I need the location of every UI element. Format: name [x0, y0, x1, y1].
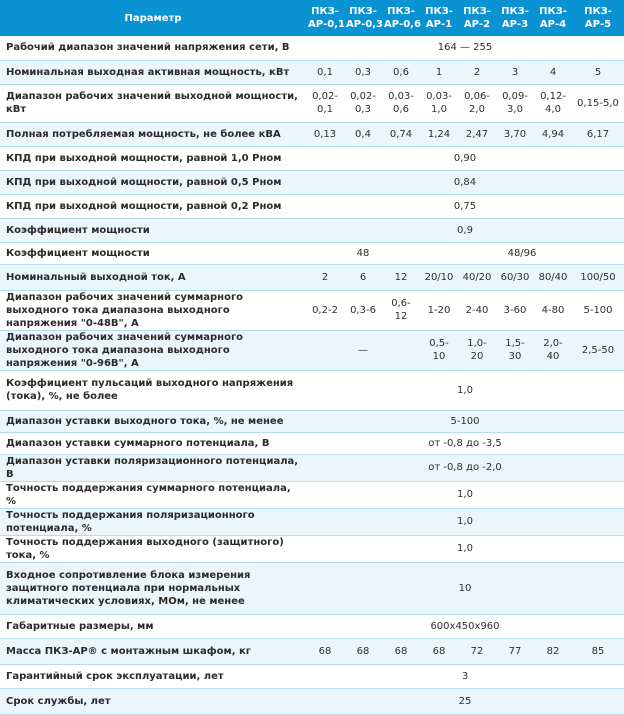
table-row: [0, 481, 624, 508]
model-column-header: ПКЗ-АР-0,6: [382, 0, 420, 36]
table-header-row: [0, 0, 624, 36]
table-row: [0, 122, 624, 146]
parameter-value: 0,03-1,0: [420, 84, 458, 122]
param-column-header: Параметр: [0, 0, 306, 36]
parameter-name: Коэффициент мощности: [0, 218, 306, 242]
parameter-value: 0,6: [382, 60, 420, 84]
parameter-value: 0,3: [344, 60, 382, 84]
model-column-header: ПКЗ-АР-1: [420, 0, 458, 36]
parameter-value: 100/50: [572, 264, 624, 290]
parameter-value: 0,9: [306, 218, 624, 242]
table-row: [0, 664, 624, 688]
parameter-name: Диапазон уставки выходного тока, %, не менее: [0, 410, 306, 432]
table-row: [0, 218, 624, 242]
parameter-name: Диапазон рабочих значений суммарного выходного тока диапазона выходного напряжения "0-48В", А: [0, 290, 306, 330]
parameter-value: 0,13: [306, 122, 344, 146]
table-row: [0, 170, 624, 194]
model-column-header: ПКЗ-АР-4: [534, 0, 572, 36]
parameter-value: 1,0: [306, 370, 624, 410]
parameter-name: Номинальный выходной ток, А: [0, 264, 306, 290]
parameter-value: 0,74: [382, 122, 420, 146]
parameter-value: 68: [344, 638, 382, 664]
table-row: [0, 146, 624, 170]
table-row: [0, 508, 624, 535]
parameter-value: 48: [306, 242, 420, 264]
parameter-value: 12: [382, 264, 420, 290]
parameter-name: Точность поддержания поляризационного потенциала, %: [0, 508, 306, 535]
parameter-value: 25: [306, 688, 624, 714]
parameter-value: 0,3-6: [344, 290, 382, 330]
parameter-value: 0,90: [306, 146, 624, 170]
table-row: [0, 432, 624, 454]
parameter-name: Диапазон рабочих значений суммарного выходного тока диапазона выходного напряжения "0-96В", А: [0, 330, 306, 370]
model-column-header: ПКЗ-АР-5: [572, 0, 624, 36]
parameter-value: 5: [572, 60, 624, 84]
parameter-name: Полная потребляемая мощность, не более кВА: [0, 122, 306, 146]
parameter-value: 0,1: [306, 60, 344, 84]
parameter-name: Точность поддержания суммарного потенциала, %: [0, 481, 306, 508]
table-body: [0, 36, 624, 714]
table-row: [0, 370, 624, 410]
parameter-value: 5-100: [572, 290, 624, 330]
parameter-value: 2: [306, 264, 344, 290]
parameter-value: 0,12-4,0: [534, 84, 572, 122]
parameter-value: 1-20: [420, 290, 458, 330]
parameter-name: Масса ПКЗ-АР® с монтажным шкафом, кг: [0, 638, 306, 664]
table-row: [0, 614, 624, 638]
parameter-name: Диапазон уставки поляризационного потенциала, В: [0, 454, 306, 481]
table-row: [0, 638, 624, 664]
table-row: [0, 688, 624, 714]
parameter-name: Номинальная выходная активная мощность, кВт: [0, 60, 306, 84]
table-row: [0, 330, 624, 370]
parameter-value: 0,06-2,0: [458, 84, 496, 122]
parameter-value: 1,0: [306, 535, 624, 562]
parameter-value: 2-40: [458, 290, 496, 330]
parameter-value: 1,0-20: [458, 330, 496, 370]
parameter-value: 20/10: [420, 264, 458, 290]
parameter-value: 1: [420, 60, 458, 84]
parameter-value: 2,47: [458, 122, 496, 146]
parameter-value: 1,24: [420, 122, 458, 146]
parameter-name: Срок службы, лет: [0, 688, 306, 714]
parameter-name: Рабочий диапазон значений напряжения сети, В: [0, 36, 306, 60]
parameter-name: КПД при выходной мощности, равной 0,5 Рном: [0, 170, 306, 194]
parameter-value: 0,2-2: [306, 290, 344, 330]
parameter-value: 60/30: [496, 264, 534, 290]
parameter-value: 0,03-0,6: [382, 84, 420, 122]
parameter-value: 4-80: [534, 290, 572, 330]
parameter-name: Входное сопротивление блока измерения защитного потенциала при нормальных климатических условиях, МОм, не менее: [0, 562, 306, 614]
parameter-value: 4: [534, 60, 572, 84]
parameter-value: 68: [420, 638, 458, 664]
parameter-value: 0,09-3,0: [496, 84, 534, 122]
table-row: [0, 410, 624, 432]
table-row: [0, 290, 624, 330]
parameter-value: от -0,8 до -2,0: [306, 454, 624, 481]
parameter-value: 1,0: [306, 508, 624, 535]
table-row: [0, 60, 624, 84]
parameter-name: Коэффициент мощности: [0, 242, 306, 264]
parameter-value: 2: [458, 60, 496, 84]
parameter-value: 48/96: [420, 242, 624, 264]
parameter-value: 0,75: [306, 194, 624, 218]
table-row: [0, 36, 624, 60]
parameter-value: 80/40: [534, 264, 572, 290]
table-row: [0, 562, 624, 614]
parameter-value: от -0,8 до -3,5: [306, 432, 624, 454]
parameter-value: 3,70: [496, 122, 534, 146]
parameter-name: Гарантийный срок эксплуатации, лет: [0, 664, 306, 688]
parameter-value: 85: [572, 638, 624, 664]
parameter-value: 6,17: [572, 122, 624, 146]
parameter-value: 5-100: [306, 410, 624, 432]
parameter-name: Точность поддержания выходного (защитного) тока, %: [0, 535, 306, 562]
parameter-value: 164 — 255: [306, 36, 624, 60]
parameter-value: 2,0-40: [534, 330, 572, 370]
parameter-value: 3: [496, 60, 534, 84]
parameter-name: Коэффициент пульсаций выходного напряжения (тока), %, не более: [0, 370, 306, 410]
parameter-name: Диапазон рабочих значений выходной мощности, кВт: [0, 84, 306, 122]
parameter-value: 3-60: [496, 290, 534, 330]
parameter-name: КПД при выходной мощности, равной 1,0 Рном: [0, 146, 306, 170]
parameter-name: Габаритные размеры, мм: [0, 614, 306, 638]
parameter-name: КПД при выходной мощности, равной 0,2 Рном: [0, 194, 306, 218]
parameter-value: 2,5-50: [572, 330, 624, 370]
model-column-header: ПКЗ-АР-2: [458, 0, 496, 36]
parameter-value: 0,4: [344, 122, 382, 146]
parameter-name: Диапазон уставки суммарного потенциала, В: [0, 432, 306, 454]
parameter-value: 6: [344, 264, 382, 290]
parameter-value: 72: [458, 638, 496, 664]
parameter-value: 4,94: [534, 122, 572, 146]
model-column-header: ПКЗ-АР-3: [496, 0, 534, 36]
table-row: [0, 535, 624, 562]
parameter-value: —: [306, 330, 420, 370]
parameter-value: 3: [306, 664, 624, 688]
table-row: [0, 194, 624, 218]
table-row: [0, 242, 624, 264]
parameter-value: 0,02-0,1: [306, 84, 344, 122]
parameter-value: 68: [382, 638, 420, 664]
table-row: [0, 264, 624, 290]
parameter-value: 0,02-0,3: [344, 84, 382, 122]
parameter-value: 68: [306, 638, 344, 664]
model-column-header: ПКЗ-АР-0,3: [344, 0, 382, 36]
parameter-value: 0,5-10: [420, 330, 458, 370]
parameter-value: 0,15-5,0: [572, 84, 624, 122]
parameter-value: 1,5-30: [496, 330, 534, 370]
model-column-header: ПКЗ-АР-0,1: [306, 0, 344, 36]
parameter-value: 0,84: [306, 170, 624, 194]
table-row: [0, 84, 624, 122]
parameter-value: 1,0: [306, 481, 624, 508]
parameter-value: 0,6-12: [382, 290, 420, 330]
parameter-value: 10: [306, 562, 624, 614]
parameter-value: 600х450х960: [306, 614, 624, 638]
parameter-value: 82: [534, 638, 572, 664]
parameter-value: 40/20: [458, 264, 496, 290]
parameter-value: 77: [496, 638, 534, 664]
table-row: [0, 454, 624, 481]
